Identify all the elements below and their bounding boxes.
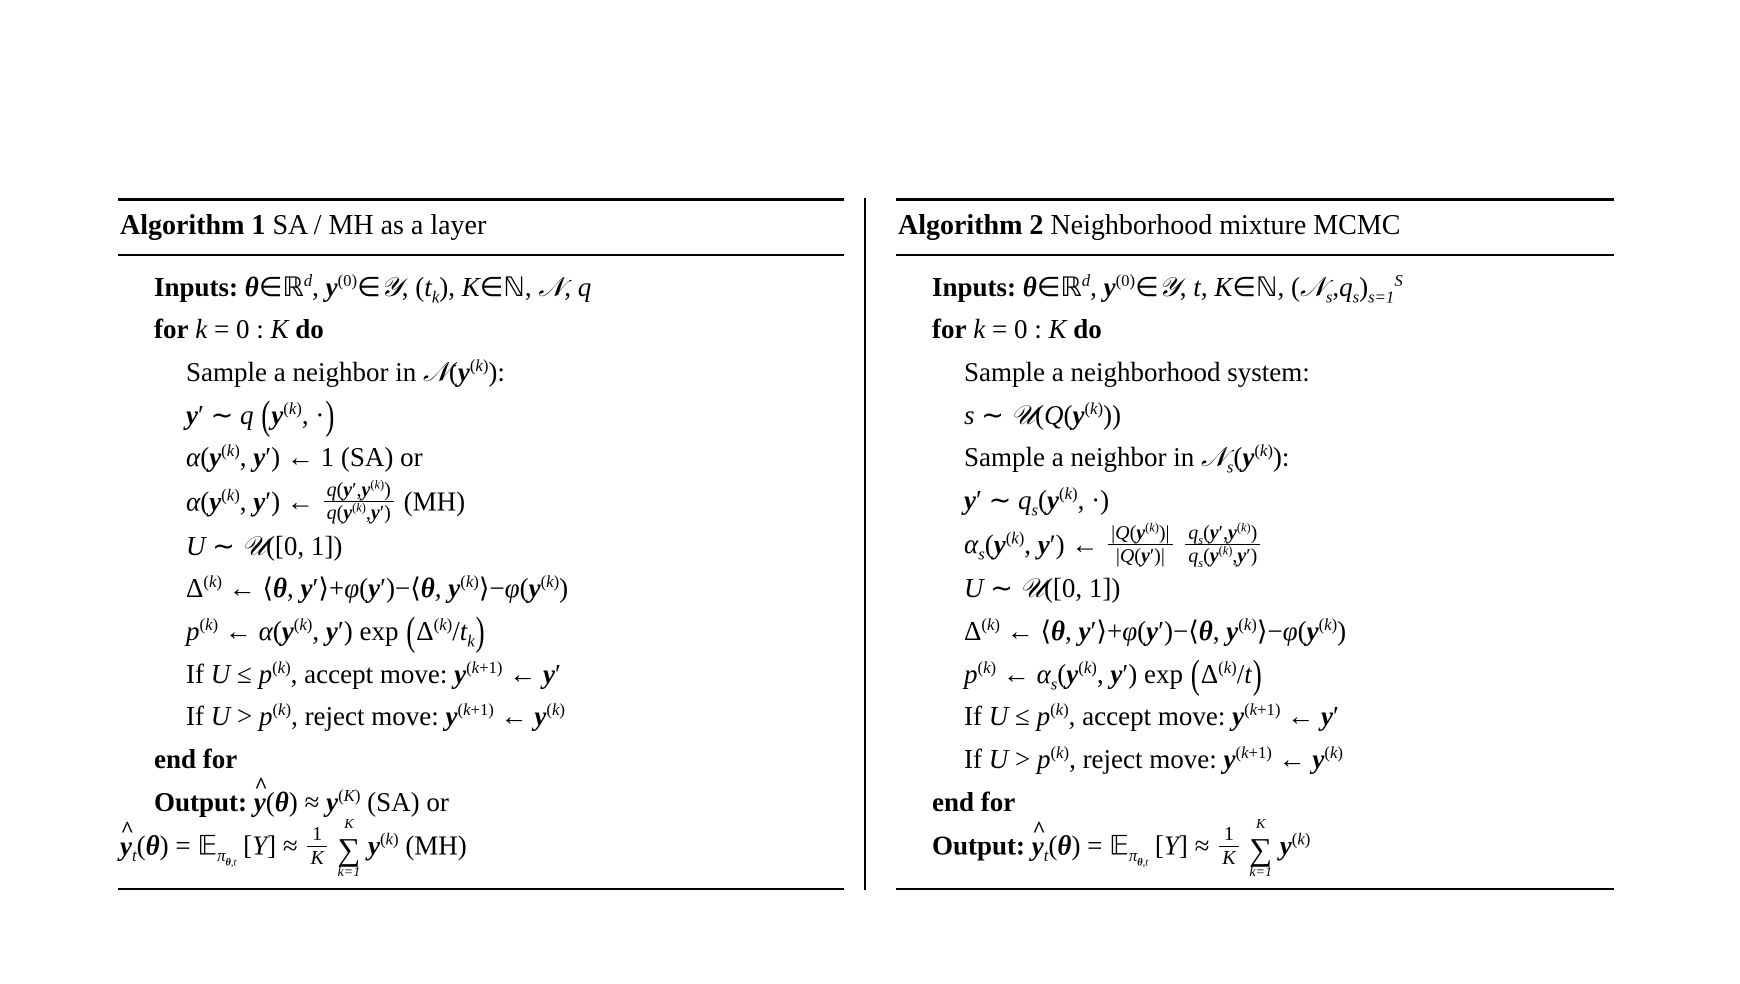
algorithm-2-bottom-rule — [896, 888, 1614, 890]
algorithm-2-line-for: for k = 0 : K do — [932, 314, 1102, 345]
algorithm-1-line-p: $p^{(k)}$ ← $\alpha(y^{(k)}$, y′) $\exp (\Delta^{(k)}/t_k)$ — [186, 608, 485, 654]
algorithm-2-line-output: Output: y $\^{}_t(\theta)$ = 𝔼$_{\pi_{\theta,t}}$ [Y] ≈ $\frac{1}{K}$ ∑ K k=1 $y^{(k)}$ — [898, 823, 1614, 875]
algorithm-1-line-alpha-mh: $\alpha(y^{(k)}$, y′) ← $\frac{q(y',y^{(k)})}{q(y^{(k)},y')}$ (MH) — [186, 477, 466, 525]
algorithm-2-title — [896, 201, 1614, 254]
algorithm-1-block — [118, 198, 858, 890]
algorithm-1-line-output-mh: y $\^{}_t(\theta)$ = 𝔼$_{\pi_{\theta,t}}$ [Y] ≈ $\frac{1}{K}$ ∑ K k=1 $y^{(k)}$ (MH) — [120, 823, 844, 875]
algorithm-1-line-for: for k = 0 : K do — [154, 314, 324, 345]
algorithm-1-line-delta: $\Delta^{(k)}$ ← ⟨θ, y′⟩+φ(y′)−⟨θ, $y^{(k)}⟩-\varphi(y^{(k)})$ — [186, 572, 569, 604]
algorithm-1-line-inputs: Inputs: θ∈ℝ$^d$, $y^{(0)}\in 𝒴$, $(t_k)$, K∈ℕ, 𝒩, q — [154, 270, 592, 306]
algorithm-1-line-alpha-sa: $\alpha(y^{(k)}$, y′) ← 1 (SA) or — [186, 441, 423, 473]
algorithm-1-line-accept: If $U \le p^{(k)}$, accept move: $y^{(k+1)}$ ← y′ — [186, 657, 561, 689]
algorithm-2-line-sample-s: s ∼ $𝒰(Q(y^{(k)}))$ — [964, 398, 1122, 430]
algorithm-1-title — [118, 201, 844, 254]
algorithm-1-body — [118, 256, 844, 888]
algorithm-1-line-sample-neighbor-text: Sample a neighbor in $𝒩(y^{(k)})$: — [186, 355, 505, 387]
algorithm-2-line-end-for: end for — [932, 786, 1016, 817]
algorithm-1-label: Algorithm 1 — [120, 210, 266, 241]
column-divider — [864, 198, 866, 890]
algorithm-1-line-sample-y: y′ ∼ q ($y^{(k)}$, ·) — [186, 391, 335, 437]
algorithm-2-line-sample-y: y′ ∼ $q_s(y^{(k)}$, ·) — [964, 483, 1110, 520]
algorithm-1-line-reject: If $U > p^{(k)}$, reject move: $y^{(k+1)}$ ← $y^{(k)}$ — [186, 700, 565, 732]
algorithm-1-line-end-for: end for — [154, 743, 238, 774]
algorithm-2-body — [896, 256, 1614, 888]
algorithm-2-line-p: $p^{(k)}$ ← $\alpha_s(y^{(k)}$, y′) $\exp (\Delta^{(k)}/t)$ — [964, 650, 1262, 696]
algorithm-1-bottom-rule — [118, 888, 844, 890]
algorithm-2-title-text: Neighborhood mixture MCMC — [1050, 210, 1401, 241]
algorithm-2-line-inputs: Inputs: θ∈ℝ$^d$, $y^{(0)}\in 𝒴$, t, K∈ℕ, $(𝒩_s,q_s)_{s=1}^S$ — [932, 270, 1403, 306]
algorithm-2-line-reject: If $U > p^{(k)}$, reject move: $y^{(k+1)}$ ← $y^{(k)}$ — [964, 742, 1343, 774]
algorithm-2-label: Algorithm 2 — [898, 210, 1044, 241]
algorithm-2-line-delta: $\Delta^{(k)}$ ← ⟨θ, y′⟩+φ(y′)−⟨θ, $y^{(k)}⟩-\varphi(y^{(k)})$ — [964, 614, 1347, 646]
algorithm-2-block — [874, 198, 1614, 890]
algorithms-container — [118, 198, 1628, 890]
algorithm-2-line-sample-system-text: Sample a neighborhood system: — [964, 356, 1310, 387]
algorithm-2-line-accept: If $U \le p^{(k)}$, accept move: $y^{(k+1)}$ ← y′ — [964, 700, 1339, 732]
algorithm-1-line-u: U ∼ 𝒰([0, 1]) — [186, 530, 343, 561]
algorithm-1-line-output: Output: y ^(θ) ≈ $y^{(K)}$ (SA) or — [120, 781, 844, 824]
algorithm-2-line-alpha: $\alpha_s(y^{(k)}$, y′) ← $\frac{|Q(y^{(k)})|}{|Q(y')|}$ $\frac{q_s(y',y^{(k)})}{q_s(y^{(k)},y')}$ — [898, 522, 1614, 568]
algorithm-2-line-u: U ∼ 𝒰([0, 1]) — [964, 573, 1121, 604]
algorithm-1-title-text: SA / MH as a layer — [272, 210, 487, 241]
algorithm-2-line-sample-neighbor-text: Sample a neighbor in $𝒩_s(y^{(k)})$: — [964, 441, 1290, 477]
